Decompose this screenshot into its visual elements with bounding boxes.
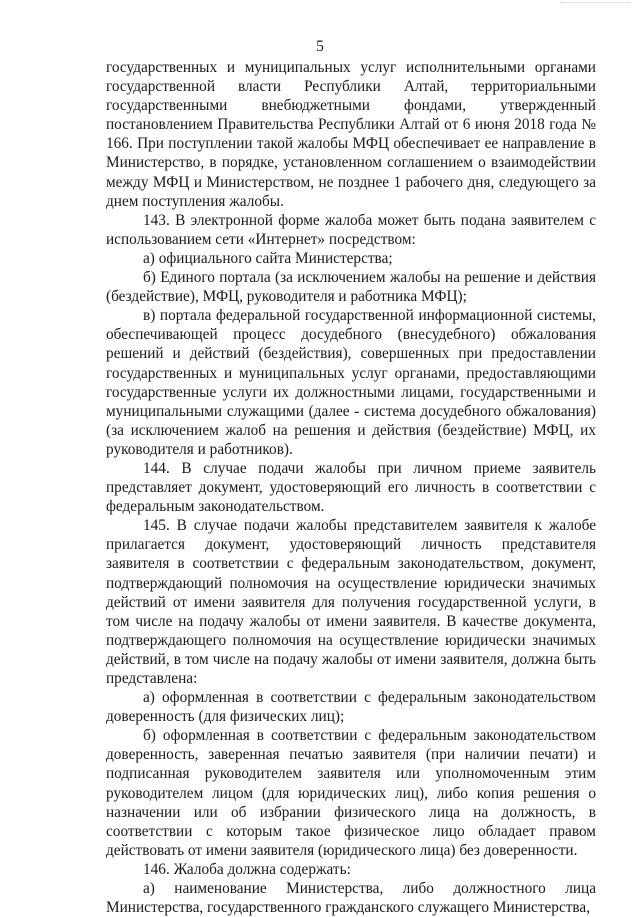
paragraph-continuation: государственных и муниципальных услуг исполнительными органами государственной власти Республики Алтай, территориальными государственными внебюджетными фондами, утвержденный постановлением Правительства Республики Алтай от 6 июня 2018 года № 166. При поступлении такой жалобы МФЦ обеспечивает ее направление в Министерство, в порядке, установленном соглашением о взаимодействии между МФЦ и Министерством, не позднее 1 рабочего дня, следующего за днем поступления жалобы. (106, 59, 596, 210)
paragraph-145: 145. В случае подачи жалобы представителем заявителя к жалобе прилагается документ, удостоверяющий личность представителя заявителя в соответствии с федеральным законодательством, документ, подтверждающий полномочия на осуществление юридически значимых действий от имени заявителя для получения государственной услуги, в том числе на подачу жалобы от имени заявителя. В качестве документа, подтверждающего полномочия на осуществление юридически значимых действий, в том числе на подачу жалобы от имени заявителя, должна быть представлена: (106, 517, 596, 687)
paragraph-143: 143. В электронной форме жалоба может быть подана заявителем с использованием сети «Интернет» посредством: (106, 211, 596, 248)
paragraph-144: 144. В случае подачи жалобы при личном приеме заявитель представляет документ, удостоверяющий его личность в соответствии с федеральным законодательством. (106, 459, 596, 516)
paragraph-145-a: а) оформленная в соответствии с федеральным законодательством доверенность (для физических лиц); (106, 689, 596, 726)
scan-corner-mark (560, 2, 630, 9)
paragraph-143-a: а) официального сайта Министерства; (143, 249, 393, 267)
paragraph-146: 146. Жалоба должна содержать: (143, 860, 351, 878)
document-body (106, 58, 596, 917)
paragraph-146-a: а) наименование Министерства, либо должностного лица Министерства, государственного гражданского служащего Министерства, (106, 880, 596, 917)
paragraph-143-v: в) портала федеральной государственной информационной системы, обеспечивающей процесс досудебного (внесудебного) обжалования решений и действий (бездействия), совершенных при предоставлении государственных и муниципальных услуг органами, предоставляющими государственные услуги их должностными лицами, государственными и муниципальными служащими (далее - система досудебного обжалования) (за исключением жалоб на решения и действия (бездействие) МФЦ, их руководителя и работников). (106, 307, 596, 458)
page-number: 5 (316, 38, 324, 55)
paragraph-143-b: б) Единого портала (за исключением жалобы на решение и действия (бездействие), МФЦ, руководителя и работника МФЦ); (106, 269, 596, 306)
paragraph-145-b: б) оформленная в соответствии с федеральным законодательством доверенность, заверенная печатью заявителя (при наличии печати) и подписанная руководителем заявителя или уполномоченным этим руководителем лицом (для юридических лиц), либо копия решения о назначении или об избрании физического лица на должность, в соответствии с которым такое физическое лицо обладает правом действовать от имени заявителя (юридического лица) без доверенности. (106, 727, 596, 859)
